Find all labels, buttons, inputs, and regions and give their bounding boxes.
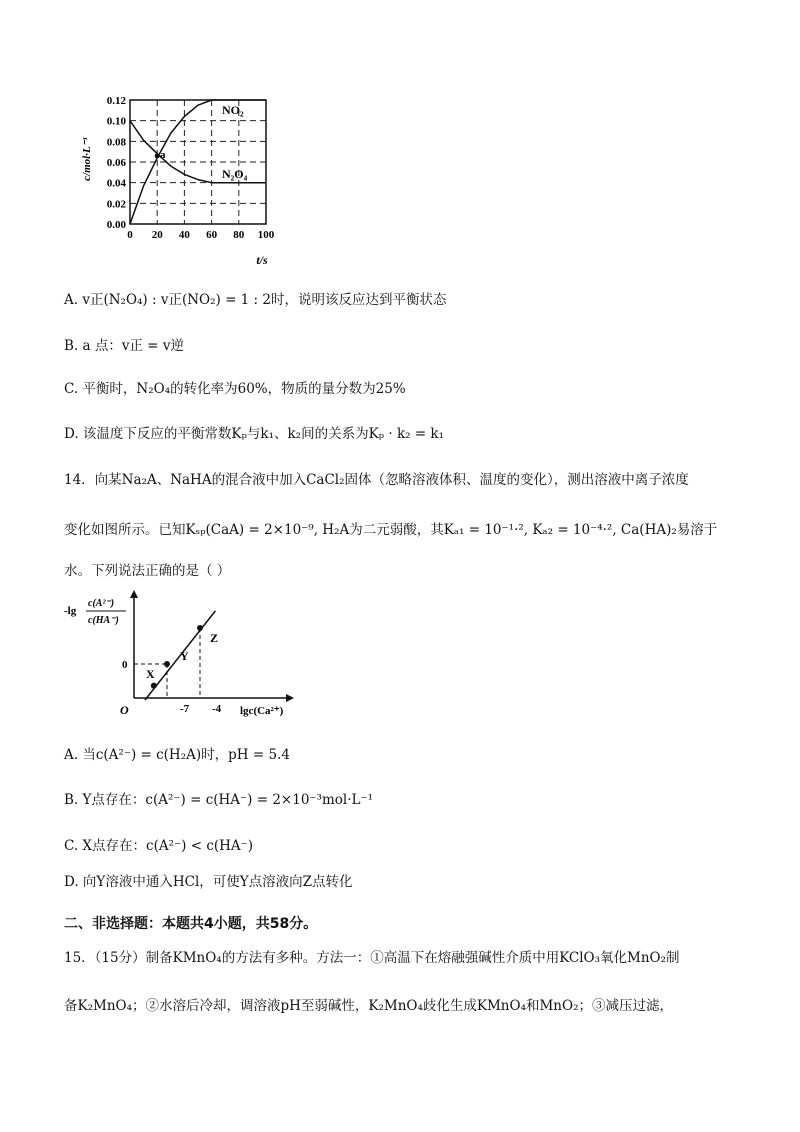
chart1-ytick: 0.08 <box>106 136 126 149</box>
chart1-ytick: 0.06 <box>106 157 126 169</box>
point-x-label: X <box>146 667 155 681</box>
q13-option-a: A. v正(N₂O₄) : v正(NO₂) = 1 : 2时，说明该反应达到平衡状态 <box>64 292 447 308</box>
chart2-ylabel-denominator: c(HA⁻) <box>88 615 119 626</box>
chart2-x-arrow <box>286 694 294 702</box>
chart1-xtick: 20 <box>151 229 163 241</box>
point-a-marker <box>155 153 160 158</box>
chart1-grid <box>130 100 266 224</box>
q14-option-c: C. X点存在：c(A²⁻) < c(HA⁻) <box>64 838 254 854</box>
chart1-xtick: 40 <box>178 229 190 241</box>
q13-option-c: C. 平衡时，N₂O₄的转化率为60%，物质的量分数为25% <box>64 381 406 397</box>
ca-ion-chart <box>62 586 302 726</box>
point-z-marker <box>197 625 203 631</box>
point-y-label: Y <box>180 649 189 663</box>
no2-label: NO₂ <box>222 103 244 117</box>
chart1-ytick: 0.00 <box>106 219 126 231</box>
chart1-ytick: 0.04 <box>106 177 126 190</box>
q14-option-a: A. 当c(A²⁻) = c(H₂A)时，pH = 5.4 <box>64 747 290 763</box>
q14-option-b: B. Y点存在：c(A²⁻) = c(HA⁻) = 2×10⁻³mol·L⁻¹ <box>64 792 373 808</box>
q14-option-d: D. 向Y溶液中通入HCl，可使Y点溶液向Z点转化 <box>64 874 353 890</box>
chart1-xlabel: t/s <box>256 253 268 267</box>
q15-line2: 备K₂MnO₄；②水溶后冷却，调溶液pH至弱碱性，K₂MnO₄歧化生成KMnO₄和MnO₂；③减压过滤， <box>64 998 673 1014</box>
n2o4-label: N₂O₄ <box>222 167 248 181</box>
point-y-marker <box>164 661 170 667</box>
chart1-ytick: 0.02 <box>106 198 126 211</box>
q14-stem-line2: 变化如图所示。已知Kₛₚ(CaA) = 2×10⁻⁹, H₂A为二元弱酸，其Kₐ₁ = 10⁻¹·², Kₐ₂ = 10⁻⁴·², Ca(HA)₂易溶于 <box>64 522 718 538</box>
chart2-xtick-minus7: -7 <box>180 703 190 715</box>
chart2-axes <box>130 590 294 702</box>
chart2-ylabel-prefix: -lg <box>64 605 77 617</box>
concentration-time-chart <box>76 84 296 270</box>
chart1-xtick: 0 <box>127 229 133 241</box>
chart2-origin: O <box>120 703 129 717</box>
point-a-label: a <box>160 149 166 161</box>
chart2-xtick-minus4: -4 <box>212 703 222 715</box>
q13-option-b: B. a 点：v正 = v逆 <box>64 338 184 354</box>
chart1-ytick: 0.10 <box>106 115 126 128</box>
q15-line1: 15．（15分）制备KMnO₄的方法有多种。方法一：①高温下在熔融强碱性介质中用KClO₃氧化MnO₂制 <box>64 950 680 966</box>
point-x-marker <box>151 683 157 689</box>
chart2-ytick-0: 0 <box>122 659 128 671</box>
chart1-ylabel: c/mol·L⁻¹ <box>81 137 93 181</box>
q14-stem-line3: 水。下列说法正确的是（ ） <box>64 563 231 579</box>
chart2-y-arrow <box>130 590 138 598</box>
chart1-ytick: 0.12 <box>106 95 126 107</box>
chart1-xtick: 60 <box>206 229 218 241</box>
chart2-xlabel: lgc(Ca²⁺) <box>240 705 284 717</box>
q13-option-d: D. 该温度下反应的平衡常数Kₚ与k₁、k₂间的关系为Kₚ · k₂ = k₁ <box>64 426 445 442</box>
chart1-xtick: 100 <box>257 229 275 241</box>
chart2-ylabel-numerator: c(A²⁻) <box>88 598 115 609</box>
point-z-label: Z <box>210 631 219 645</box>
q14-stem-line1: 14．向某Na₂A、NaHA的混合液中加入CaCl₂固体（忽略溶液体积、温度的变化），测出溶液中离子浓度 <box>64 472 689 488</box>
section-heading: 二、非选择题：本题共4小题，共58分。 <box>64 916 318 932</box>
chart1-xtick: 80 <box>233 229 245 241</box>
